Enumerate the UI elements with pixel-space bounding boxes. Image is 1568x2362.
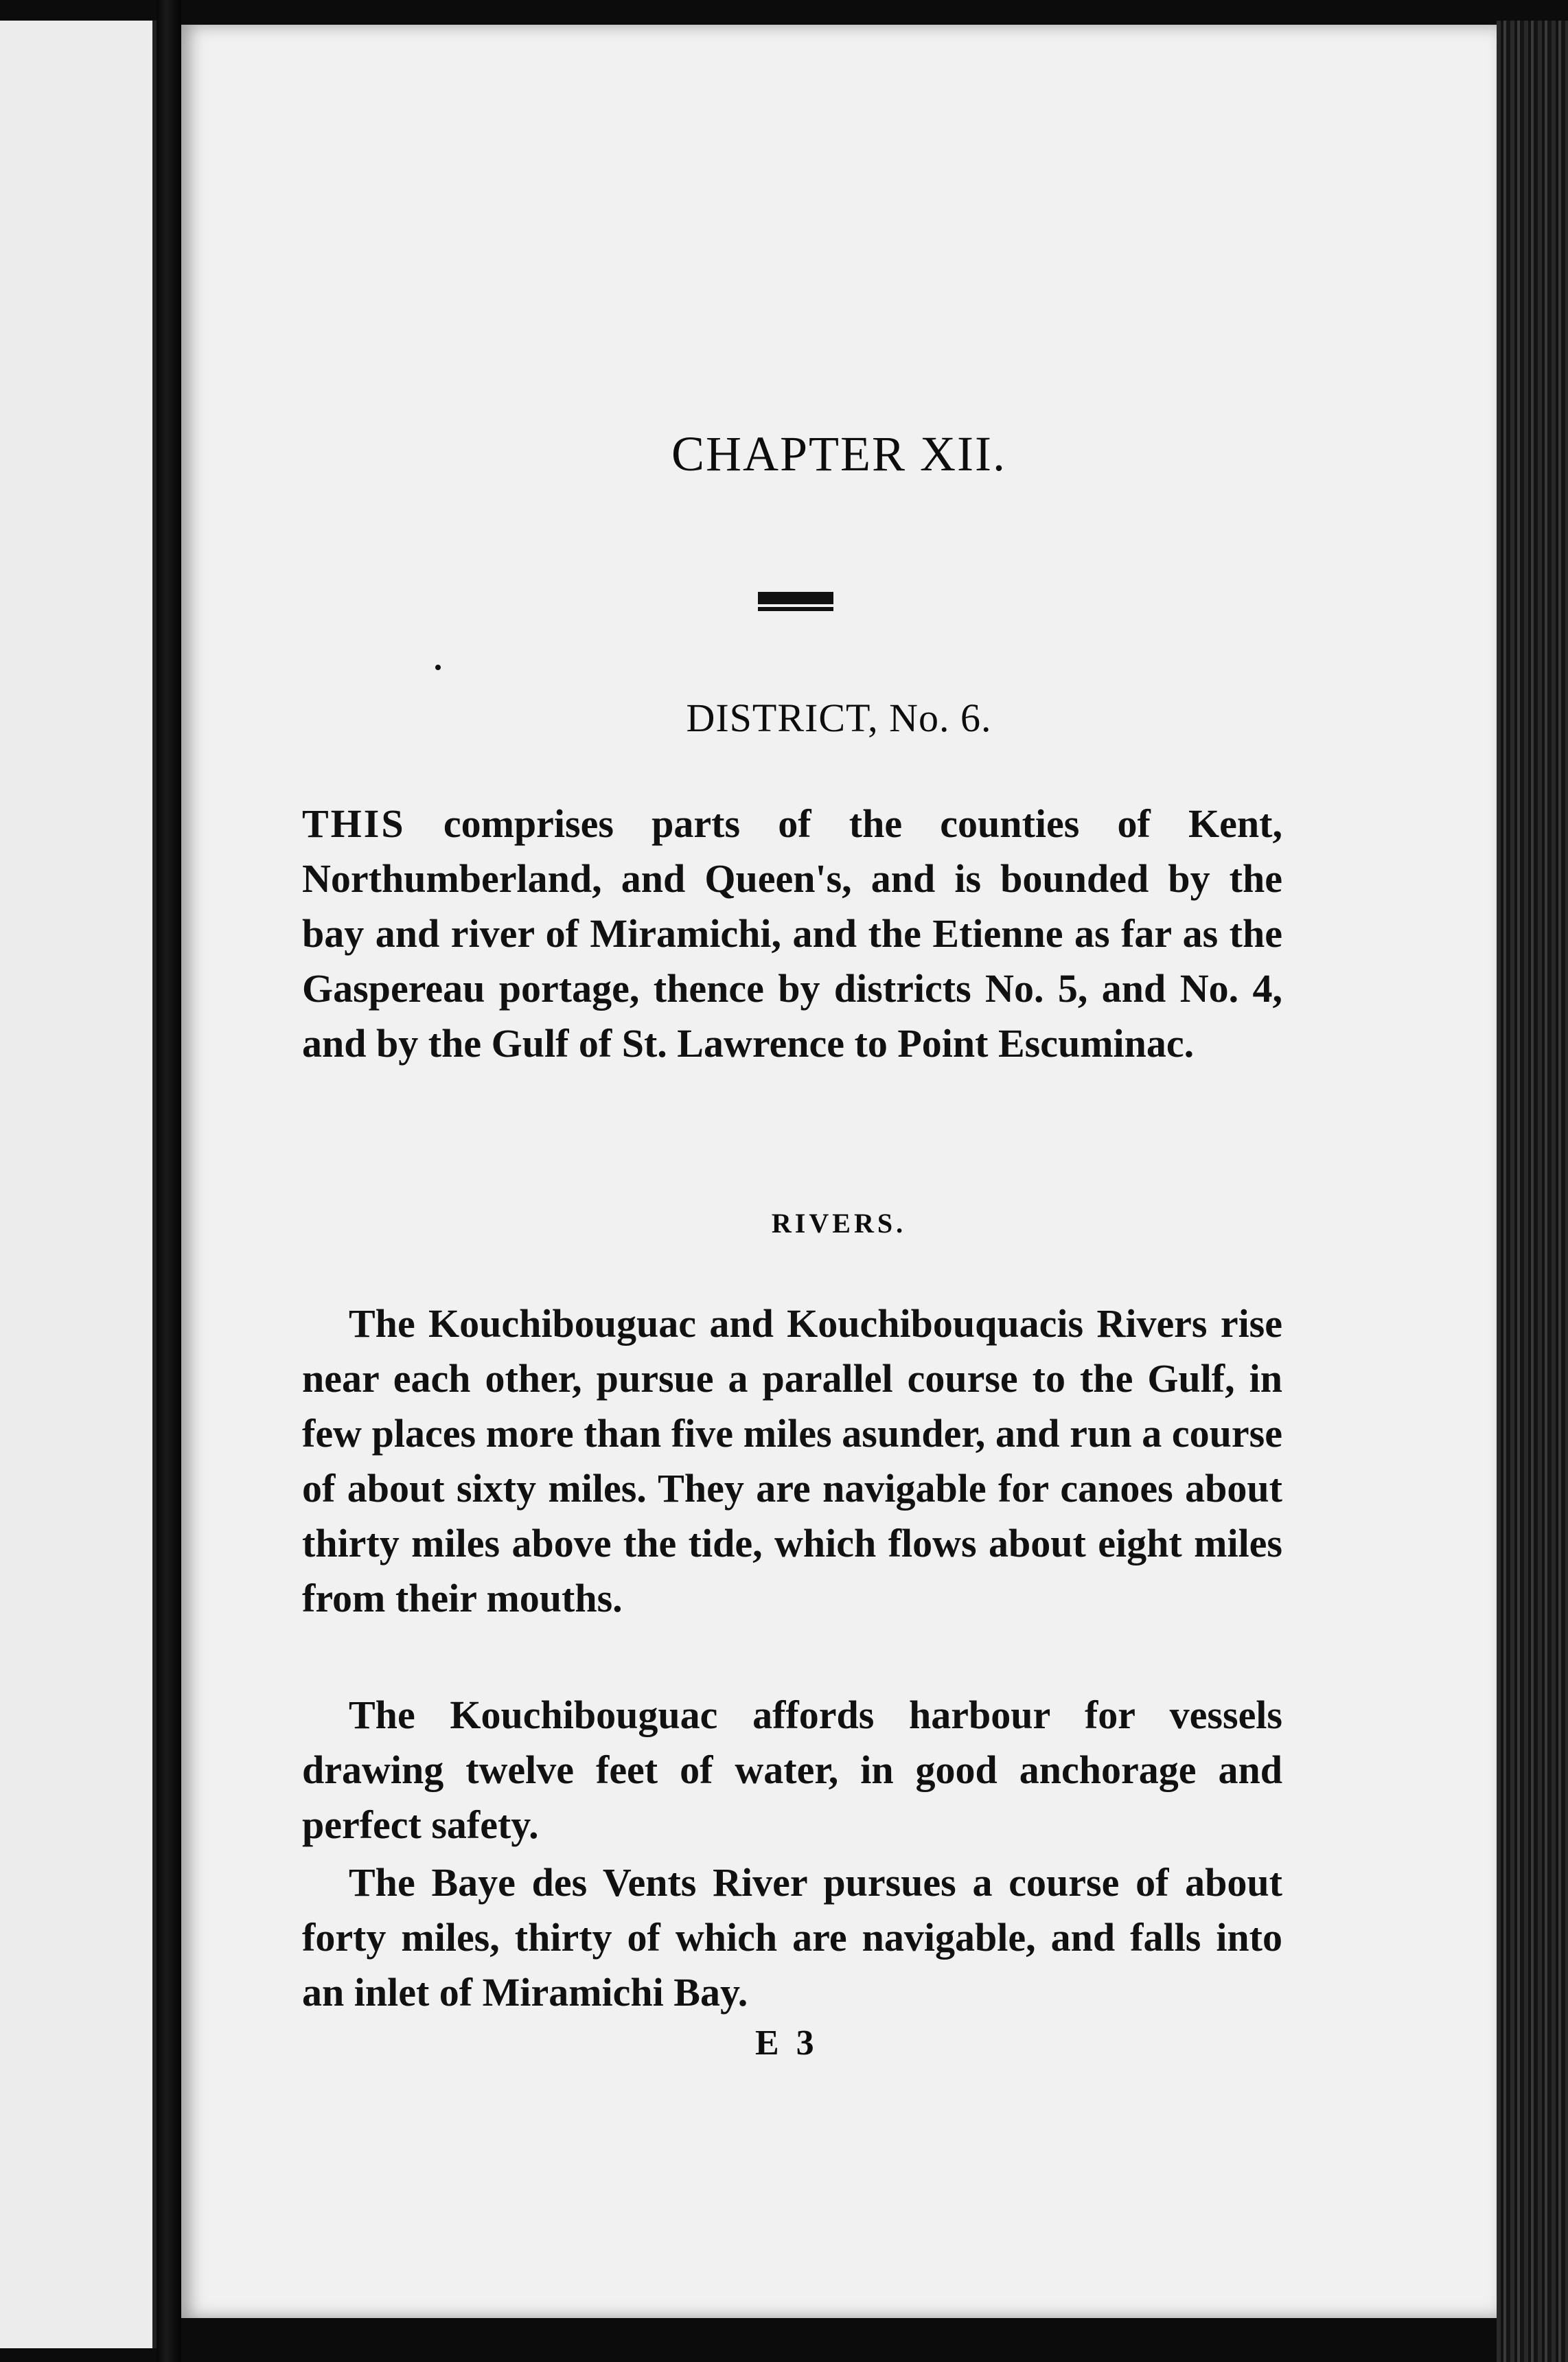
page-edges (1497, 21, 1568, 2362)
district-title: DISTRICT, No. 6. (686, 696, 992, 740)
intro-paragraph (302, 796, 1282, 1071)
intro-lead-word: THIS (302, 801, 406, 846)
title-rule (758, 592, 833, 604)
book-gutter (157, 0, 181, 2362)
signature-mark: E 3 (755, 2023, 818, 2063)
chapter-title: CHAPTER XII. (671, 426, 1006, 481)
rivers-heading: RIVERS. (771, 1208, 907, 1239)
body-paragraph: The Baye des Vents River pursues a course of about forty miles, thirty of which are navigable, and falls into an inlet of Miramichi Bay. (302, 1860, 1282, 2015)
facing-page (0, 21, 157, 2348)
intro-text: comprises parts of the counties of Kent, Northumberland, and Queen's, and is bounded by the bay and river of Miramichi, and the Etienne as far as the Gaspereau portage, thence by districts No. 5, and No. 4, and by the Gulf of St. Lawrence to Point Escuminac. (302, 801, 1282, 1066)
body-paragraph: The Kouchibouguac and Kouchibouquacis Rivers rise near each other, pursue a parallel course to the Gulf, in few places more than five miles asunder, and run a course of about sixty miles. They are navigable for canoes about thirty miles above the tide, which flows about eight miles from their mouths. (302, 1301, 1282, 1620)
body-paragraph: The Kouchibouguac affords harbour for vessels drawing twelve feet of water, in good anchorage and perfect safety. (302, 1693, 1282, 1847)
ink-dot (435, 665, 441, 670)
